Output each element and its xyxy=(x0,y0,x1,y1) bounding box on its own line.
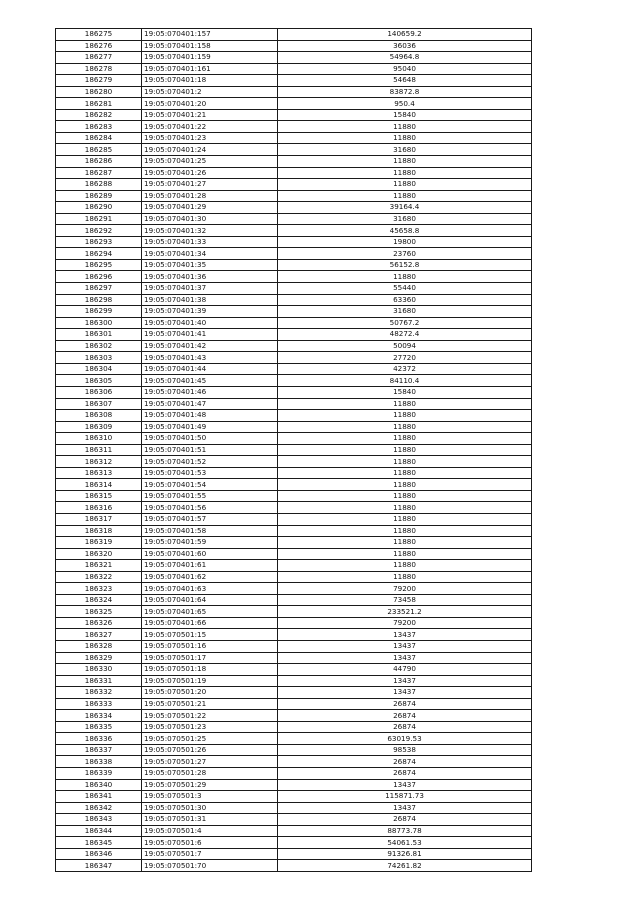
cadastral-number-cell: 19:05:070501:22 xyxy=(142,710,278,722)
cadastral-number-cell: 19:05:070401:52 xyxy=(142,456,278,468)
cadastral-number-cell: 19:05:070401:42 xyxy=(142,340,278,352)
value-cell: 26874 xyxy=(278,768,532,780)
table-row xyxy=(56,225,532,237)
cadastral-number-cell: 19:05:070401:28 xyxy=(142,190,278,202)
value-cell: 13437 xyxy=(278,779,532,791)
cadastral-number-cell: 19:05:070401:63 xyxy=(142,583,278,595)
value-cell: 39164.4 xyxy=(278,202,532,214)
cadastral-number-cell: 19:05:070401:33 xyxy=(142,236,278,248)
table-row xyxy=(56,456,532,468)
table-row xyxy=(56,837,532,849)
table-row xyxy=(56,98,532,110)
cadastral-number-cell: 19:05:070501:3 xyxy=(142,791,278,803)
table-row xyxy=(56,213,532,225)
value-cell: 98538 xyxy=(278,744,532,756)
cadastral-number-cell: 19:05:070501:7 xyxy=(142,848,278,860)
table-row xyxy=(56,733,532,745)
row-id-cell: 186305 xyxy=(56,375,142,387)
row-id-cell: 186321 xyxy=(56,560,142,572)
row-id-cell: 186318 xyxy=(56,525,142,537)
cadastral-number-cell: 19:05:070401:59 xyxy=(142,537,278,549)
table-row xyxy=(56,848,532,860)
cadastral-number-cell: 19:05:070401:64 xyxy=(142,594,278,606)
value-cell: 11880 xyxy=(278,525,532,537)
row-id-cell: 186345 xyxy=(56,837,142,849)
row-id-cell: 186330 xyxy=(56,664,142,676)
value-cell: 44790 xyxy=(278,664,532,676)
value-cell: 26874 xyxy=(278,814,532,826)
row-id-cell: 186298 xyxy=(56,294,142,306)
table-row xyxy=(56,363,532,375)
table-row xyxy=(56,236,532,248)
value-cell: 56152.8 xyxy=(278,259,532,271)
value-cell: 13437 xyxy=(278,687,532,699)
table-row xyxy=(56,52,532,64)
cadastral-number-cell: 19:05:070501:16 xyxy=(142,640,278,652)
value-cell: 11880 xyxy=(278,548,532,560)
cadastral-number-cell: 19:05:070401:58 xyxy=(142,525,278,537)
cadastral-number-cell: 19:05:070401:51 xyxy=(142,444,278,456)
value-cell: 26874 xyxy=(278,756,532,768)
table-row xyxy=(56,560,532,572)
value-cell: 13437 xyxy=(278,802,532,814)
value-cell: 11880 xyxy=(278,444,532,456)
value-cell: 15840 xyxy=(278,109,532,121)
cadastral-number-cell: 19:05:070401:30 xyxy=(142,213,278,225)
row-id-cell: 186285 xyxy=(56,144,142,156)
value-cell: 26874 xyxy=(278,710,532,722)
table-row xyxy=(56,710,532,722)
cadastral-number-cell: 19:05:070401:49 xyxy=(142,421,278,433)
cadastral-number-cell: 19:05:070401:27 xyxy=(142,179,278,191)
value-cell: 79200 xyxy=(278,617,532,629)
cadastral-number-cell: 19:05:070401:48 xyxy=(142,410,278,422)
cadastral-number-cell: 19:05:070401:34 xyxy=(142,248,278,260)
row-id-cell: 186306 xyxy=(56,386,142,398)
cadastral-number-cell: 19:05:070401:57 xyxy=(142,513,278,525)
value-cell: 36036 xyxy=(278,40,532,52)
cadastral-number-cell: 19:05:070401:24 xyxy=(142,144,278,156)
value-cell: 95040 xyxy=(278,63,532,75)
table-row xyxy=(56,756,532,768)
row-id-cell: 186337 xyxy=(56,744,142,756)
cadastral-number-cell: 19:05:070401:50 xyxy=(142,433,278,445)
row-id-cell: 186300 xyxy=(56,317,142,329)
cadastral-number-cell: 19:05:070401:55 xyxy=(142,490,278,502)
value-cell: 11880 xyxy=(278,479,532,491)
row-id-cell: 186297 xyxy=(56,283,142,295)
row-id-cell: 186284 xyxy=(56,132,142,144)
table-row xyxy=(56,675,532,687)
row-id-cell: 186332 xyxy=(56,687,142,699)
table-row xyxy=(56,687,532,699)
cadastral-number-cell: 19:05:070401:35 xyxy=(142,259,278,271)
row-id-cell: 186333 xyxy=(56,698,142,710)
table-row xyxy=(56,202,532,214)
table-row xyxy=(56,167,532,179)
row-id-cell: 186322 xyxy=(56,571,142,583)
row-id-cell: 186323 xyxy=(56,583,142,595)
table-row xyxy=(56,271,532,283)
table-row xyxy=(56,860,532,872)
row-id-cell: 186296 xyxy=(56,271,142,283)
cadastral-number-cell: 19:05:070501:26 xyxy=(142,744,278,756)
cadastral-number-cell: 19:05:070401:25 xyxy=(142,156,278,168)
table-row xyxy=(56,386,532,398)
row-id-cell: 186276 xyxy=(56,40,142,52)
table-row xyxy=(56,63,532,75)
table-body xyxy=(56,29,532,872)
row-id-cell: 186329 xyxy=(56,652,142,664)
table-row xyxy=(56,132,532,144)
cadastral-number-cell: 19:05:070501:23 xyxy=(142,721,278,733)
table-row xyxy=(56,121,532,133)
row-id-cell: 186311 xyxy=(56,444,142,456)
table-row xyxy=(56,791,532,803)
value-cell: 11880 xyxy=(278,398,532,410)
value-cell: 63019.53 xyxy=(278,733,532,745)
cadastral-number-cell: 19:05:070501:6 xyxy=(142,837,278,849)
cadastral-number-cell: 19:05:070501:15 xyxy=(142,629,278,641)
value-cell: 31680 xyxy=(278,144,532,156)
value-cell: 11880 xyxy=(278,502,532,514)
value-cell: 42372 xyxy=(278,363,532,375)
row-id-cell: 186302 xyxy=(56,340,142,352)
cadastral-number-cell: 19:05:070501:17 xyxy=(142,652,278,664)
table-row xyxy=(56,29,532,41)
table-row xyxy=(56,629,532,641)
table-row xyxy=(56,75,532,87)
value-cell: 27720 xyxy=(278,352,532,364)
table-row xyxy=(56,433,532,445)
table-row xyxy=(56,329,532,341)
value-cell: 13437 xyxy=(278,675,532,687)
table-row xyxy=(56,156,532,168)
row-id-cell: 186340 xyxy=(56,779,142,791)
row-id-cell: 186335 xyxy=(56,721,142,733)
value-cell: 91326.81 xyxy=(278,848,532,860)
row-id-cell: 186341 xyxy=(56,791,142,803)
table-row xyxy=(56,583,532,595)
cadastral-number-cell: 19:05:070401:65 xyxy=(142,606,278,618)
value-cell: 11880 xyxy=(278,179,532,191)
table-row xyxy=(56,513,532,525)
table-row xyxy=(56,652,532,664)
value-cell: 55440 xyxy=(278,283,532,295)
table-row xyxy=(56,802,532,814)
cadastral-number-cell: 19:05:070501:18 xyxy=(142,664,278,676)
table-row xyxy=(56,537,532,549)
row-id-cell: 186314 xyxy=(56,479,142,491)
value-cell: 31680 xyxy=(278,213,532,225)
value-cell: 11880 xyxy=(278,410,532,422)
table-row xyxy=(56,283,532,295)
value-cell: 140659.2 xyxy=(278,29,532,41)
value-cell: 73458 xyxy=(278,594,532,606)
row-id-cell: 186301 xyxy=(56,329,142,341)
table-row xyxy=(56,490,532,502)
value-cell: 26874 xyxy=(278,698,532,710)
cadastral-number-cell: 19:05:070401:158 xyxy=(142,40,278,52)
cadastral-number-cell: 19:05:070501:30 xyxy=(142,802,278,814)
table-row xyxy=(56,444,532,456)
value-cell: 11880 xyxy=(278,537,532,549)
value-cell: 115871.73 xyxy=(278,791,532,803)
table-row xyxy=(56,190,532,202)
cadastral-number-cell: 19:05:070401:39 xyxy=(142,306,278,318)
row-id-cell: 186317 xyxy=(56,513,142,525)
cadastral-number-cell: 19:05:070401:61 xyxy=(142,560,278,572)
table-row xyxy=(56,259,532,271)
table-row xyxy=(56,571,532,583)
cadastral-number-cell: 19:05:070401:54 xyxy=(142,479,278,491)
table-row xyxy=(56,698,532,710)
row-id-cell: 186295 xyxy=(56,259,142,271)
cadastral-number-cell: 19:05:070501:29 xyxy=(142,779,278,791)
row-id-cell: 186334 xyxy=(56,710,142,722)
table-row xyxy=(56,744,532,756)
table-row xyxy=(56,606,532,618)
row-id-cell: 186307 xyxy=(56,398,142,410)
row-id-cell: 186344 xyxy=(56,825,142,837)
cadastral-number-cell: 19:05:070501:25 xyxy=(142,733,278,745)
cadastral-number-cell: 19:05:070501:19 xyxy=(142,675,278,687)
table-row xyxy=(56,144,532,156)
value-cell: 11880 xyxy=(278,560,532,572)
table-row xyxy=(56,410,532,422)
value-cell: 11880 xyxy=(278,513,532,525)
table-row xyxy=(56,594,532,606)
row-id-cell: 186313 xyxy=(56,467,142,479)
cadastral-number-cell: 19:05:070401:56 xyxy=(142,502,278,514)
value-cell: 13437 xyxy=(278,640,532,652)
cadastral-number-cell: 19:05:070401:41 xyxy=(142,329,278,341)
value-cell: 233521.2 xyxy=(278,606,532,618)
table-row xyxy=(56,375,532,387)
row-id-cell: 186283 xyxy=(56,121,142,133)
row-id-cell: 186331 xyxy=(56,675,142,687)
value-cell: 11880 xyxy=(278,190,532,202)
table-row xyxy=(56,467,532,479)
row-id-cell: 186327 xyxy=(56,629,142,641)
cadastral-number-cell: 19:05:070401:53 xyxy=(142,467,278,479)
row-id-cell: 186343 xyxy=(56,814,142,826)
row-id-cell: 186310 xyxy=(56,433,142,445)
value-cell: 11880 xyxy=(278,156,532,168)
cadastral-number-cell: 19:05:070401:32 xyxy=(142,225,278,237)
cadastral-number-cell: 19:05:070501:70 xyxy=(142,860,278,872)
row-id-cell: 186294 xyxy=(56,248,142,260)
row-id-cell: 186336 xyxy=(56,733,142,745)
table-row xyxy=(56,294,532,306)
value-cell: 11880 xyxy=(278,571,532,583)
row-id-cell: 186299 xyxy=(56,306,142,318)
value-cell: 11880 xyxy=(278,433,532,445)
value-cell: 54061.53 xyxy=(278,837,532,849)
row-id-cell: 186278 xyxy=(56,63,142,75)
cadastral-number-cell: 19:05:070401:60 xyxy=(142,548,278,560)
row-id-cell: 186319 xyxy=(56,537,142,549)
row-id-cell: 186338 xyxy=(56,756,142,768)
value-cell: 63360 xyxy=(278,294,532,306)
value-cell: 11880 xyxy=(278,490,532,502)
value-cell: 83872.8 xyxy=(278,86,532,98)
row-id-cell: 186346 xyxy=(56,848,142,860)
cadastral-number-cell: 19:05:070401:22 xyxy=(142,121,278,133)
value-cell: 26874 xyxy=(278,721,532,733)
value-cell: 11880 xyxy=(278,467,532,479)
value-cell: 50767.2 xyxy=(278,317,532,329)
row-id-cell: 186326 xyxy=(56,617,142,629)
row-id-cell: 186286 xyxy=(56,156,142,168)
table-row xyxy=(56,421,532,433)
value-cell: 84110.4 xyxy=(278,375,532,387)
row-id-cell: 186280 xyxy=(56,86,142,98)
row-id-cell: 186315 xyxy=(56,490,142,502)
value-cell: 19800 xyxy=(278,236,532,248)
cadastral-number-cell: 19:05:070401:26 xyxy=(142,167,278,179)
table-row xyxy=(56,779,532,791)
cadastral-number-cell: 19:05:070501:27 xyxy=(142,756,278,768)
row-id-cell: 186320 xyxy=(56,548,142,560)
row-id-cell: 186312 xyxy=(56,456,142,468)
table-row xyxy=(56,768,532,780)
value-cell: 11880 xyxy=(278,167,532,179)
table-row xyxy=(56,814,532,826)
cadastral-number-cell: 19:05:070401:159 xyxy=(142,52,278,64)
table-row xyxy=(56,721,532,733)
value-cell: 48272.4 xyxy=(278,329,532,341)
row-id-cell: 186309 xyxy=(56,421,142,433)
row-id-cell: 186308 xyxy=(56,410,142,422)
value-cell: 45658.8 xyxy=(278,225,532,237)
table-row xyxy=(56,525,532,537)
row-id-cell: 186290 xyxy=(56,202,142,214)
value-cell: 11880 xyxy=(278,132,532,144)
row-id-cell: 186304 xyxy=(56,363,142,375)
table-row xyxy=(56,352,532,364)
table-row xyxy=(56,398,532,410)
table-row xyxy=(56,548,532,560)
row-id-cell: 186291 xyxy=(56,213,142,225)
cadastral-number-cell: 19:05:070401:161 xyxy=(142,63,278,75)
value-cell: 11880 xyxy=(278,456,532,468)
row-id-cell: 186324 xyxy=(56,594,142,606)
table-row xyxy=(56,340,532,352)
cadastral-number-cell: 19:05:070501:4 xyxy=(142,825,278,837)
cadastral-number-cell: 19:05:070401:29 xyxy=(142,202,278,214)
table-row xyxy=(56,479,532,491)
value-cell: 13437 xyxy=(278,652,532,664)
value-cell: 31680 xyxy=(278,306,532,318)
value-cell: 13437 xyxy=(278,629,532,641)
value-cell: 950.4 xyxy=(278,98,532,110)
table-row xyxy=(56,664,532,676)
value-cell: 79200 xyxy=(278,583,532,595)
row-id-cell: 186342 xyxy=(56,802,142,814)
cadastral-number-cell: 19:05:070501:31 xyxy=(142,814,278,826)
value-cell: 74261.82 xyxy=(278,860,532,872)
cadastral-number-cell: 19:05:070401:66 xyxy=(142,617,278,629)
value-cell: 15840 xyxy=(278,386,532,398)
cadastral-number-cell: 19:05:070401:157 xyxy=(142,29,278,41)
cadastral-number-cell: 19:05:070401:40 xyxy=(142,317,278,329)
value-cell: 88773.78 xyxy=(278,825,532,837)
value-cell: 50094 xyxy=(278,340,532,352)
row-id-cell: 186328 xyxy=(56,640,142,652)
cadastral-number-cell: 19:05:070401:18 xyxy=(142,75,278,87)
cadastral-number-cell: 19:05:070501:21 xyxy=(142,698,278,710)
cadastral-number-cell: 19:05:070401:38 xyxy=(142,294,278,306)
cadastral-number-cell: 19:05:070401:62 xyxy=(142,571,278,583)
value-cell: 11880 xyxy=(278,421,532,433)
cadastral-number-cell: 19:05:070401:45 xyxy=(142,375,278,387)
row-id-cell: 186282 xyxy=(56,109,142,121)
row-id-cell: 186281 xyxy=(56,98,142,110)
value-cell: 54648 xyxy=(278,75,532,87)
data-table xyxy=(55,28,532,872)
cadastral-number-cell: 19:05:070401:2 xyxy=(142,86,278,98)
table-row xyxy=(56,317,532,329)
cadastral-number-cell: 19:05:070401:21 xyxy=(142,109,278,121)
row-id-cell: 186316 xyxy=(56,502,142,514)
table-row xyxy=(56,617,532,629)
value-cell: 23760 xyxy=(278,248,532,260)
row-id-cell: 186277 xyxy=(56,52,142,64)
cadastral-number-cell: 19:05:070401:20 xyxy=(142,98,278,110)
table-row xyxy=(56,502,532,514)
value-cell: 11880 xyxy=(278,121,532,133)
value-cell: 11880 xyxy=(278,271,532,283)
row-id-cell: 186288 xyxy=(56,179,142,191)
cadastral-number-cell: 19:05:070401:36 xyxy=(142,271,278,283)
row-id-cell: 186347 xyxy=(56,860,142,872)
cadastral-number-cell: 19:05:070401:23 xyxy=(142,132,278,144)
table-row xyxy=(56,109,532,121)
row-id-cell: 186279 xyxy=(56,75,142,87)
table-row xyxy=(56,640,532,652)
cadastral-number-cell: 19:05:070501:28 xyxy=(142,768,278,780)
cadastral-number-cell: 19:05:070401:44 xyxy=(142,363,278,375)
row-id-cell: 186339 xyxy=(56,768,142,780)
table-row xyxy=(56,825,532,837)
cadastral-number-cell: 19:05:070401:43 xyxy=(142,352,278,364)
table-row xyxy=(56,86,532,98)
cadastral-number-cell: 19:05:070501:20 xyxy=(142,687,278,699)
table-row xyxy=(56,40,532,52)
row-id-cell: 186293 xyxy=(56,236,142,248)
row-id-cell: 186289 xyxy=(56,190,142,202)
row-id-cell: 186303 xyxy=(56,352,142,364)
value-cell: 54964.8 xyxy=(278,52,532,64)
table-row xyxy=(56,248,532,260)
table-row xyxy=(56,179,532,191)
cadastral-number-cell: 19:05:070401:37 xyxy=(142,283,278,295)
table-row xyxy=(56,306,532,318)
row-id-cell: 186292 xyxy=(56,225,142,237)
row-id-cell: 186275 xyxy=(56,29,142,41)
cadastral-number-cell: 19:05:070401:46 xyxy=(142,386,278,398)
row-id-cell: 186325 xyxy=(56,606,142,618)
cadastral-number-cell: 19:05:070401:47 xyxy=(142,398,278,410)
row-id-cell: 186287 xyxy=(56,167,142,179)
